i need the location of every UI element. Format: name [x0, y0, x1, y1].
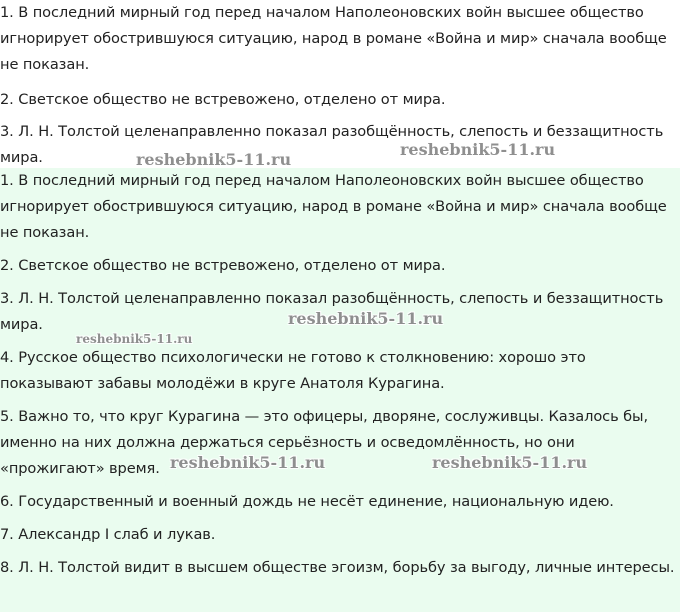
highlighted-text-block: [0, 168, 680, 612]
paragraph: 2. Светское общество не встревожено, отделено от мира.: [0, 257, 446, 274]
watermark: reshebnik5-11.ru: [288, 309, 444, 328]
paragraph: 3. Л. Н. Толстой целенаправленно показал разобщённость, слепость и беззащитность мира.: [0, 290, 664, 333]
paragraph: 1. В последний мирный год перед началом Наполеоновских войн высшее общество игнорирует обострившуюся ситуацию, народ в романе «Война и мир» сначала вообще не показан.: [0, 4, 667, 73]
paragraph: 3. Л. Н. Толстой целенаправленно показал разобщённость, слепость и беззащитность мира.: [0, 123, 664, 166]
watermark: reshebnik5-11.ru: [400, 140, 556, 159]
watermark: reshebnik5-11.ru: [76, 332, 193, 346]
paragraph: 4. Русское общество психологически не готово к столкновению: хорошо это показывают забавы молодёжи в круге Анатоля Курагина.: [0, 349, 586, 392]
paragraph: 6. Государственный и военный дождь не несёт единение, национальную идею.: [0, 493, 614, 510]
paragraph: 7. Александр I слаб и лукав.: [0, 526, 216, 543]
paragraph: 8. Л. Н. Толстой видит в высшем обществе эгоизм, борьбу за выгоду, личные интересы.: [0, 559, 675, 576]
paragraph: 1. В последний мирный год перед началом Наполеоновских войн высшее общество игнорирует обострившуюся ситуацию, народ в романе «Война и мир» сначала вообще не показан.: [0, 172, 667, 241]
top-text-block: [0, 0, 680, 168]
paragraph: 5. Важно то, что круг Курагина — это офицеры, дворяне, сослуживцы. Казалось бы, именно на них должна держаться серьёзность и осведомлённость, но они «прожигают» время.: [0, 408, 649, 477]
watermark: reshebnik5-11.ru: [432, 453, 588, 472]
watermark: reshebnik5-11.ru: [170, 453, 326, 472]
paragraph: 2. Светское общество не встревожено, отделено от мира.: [0, 91, 446, 108]
watermark: reshebnik5-11.ru: [136, 150, 292, 169]
